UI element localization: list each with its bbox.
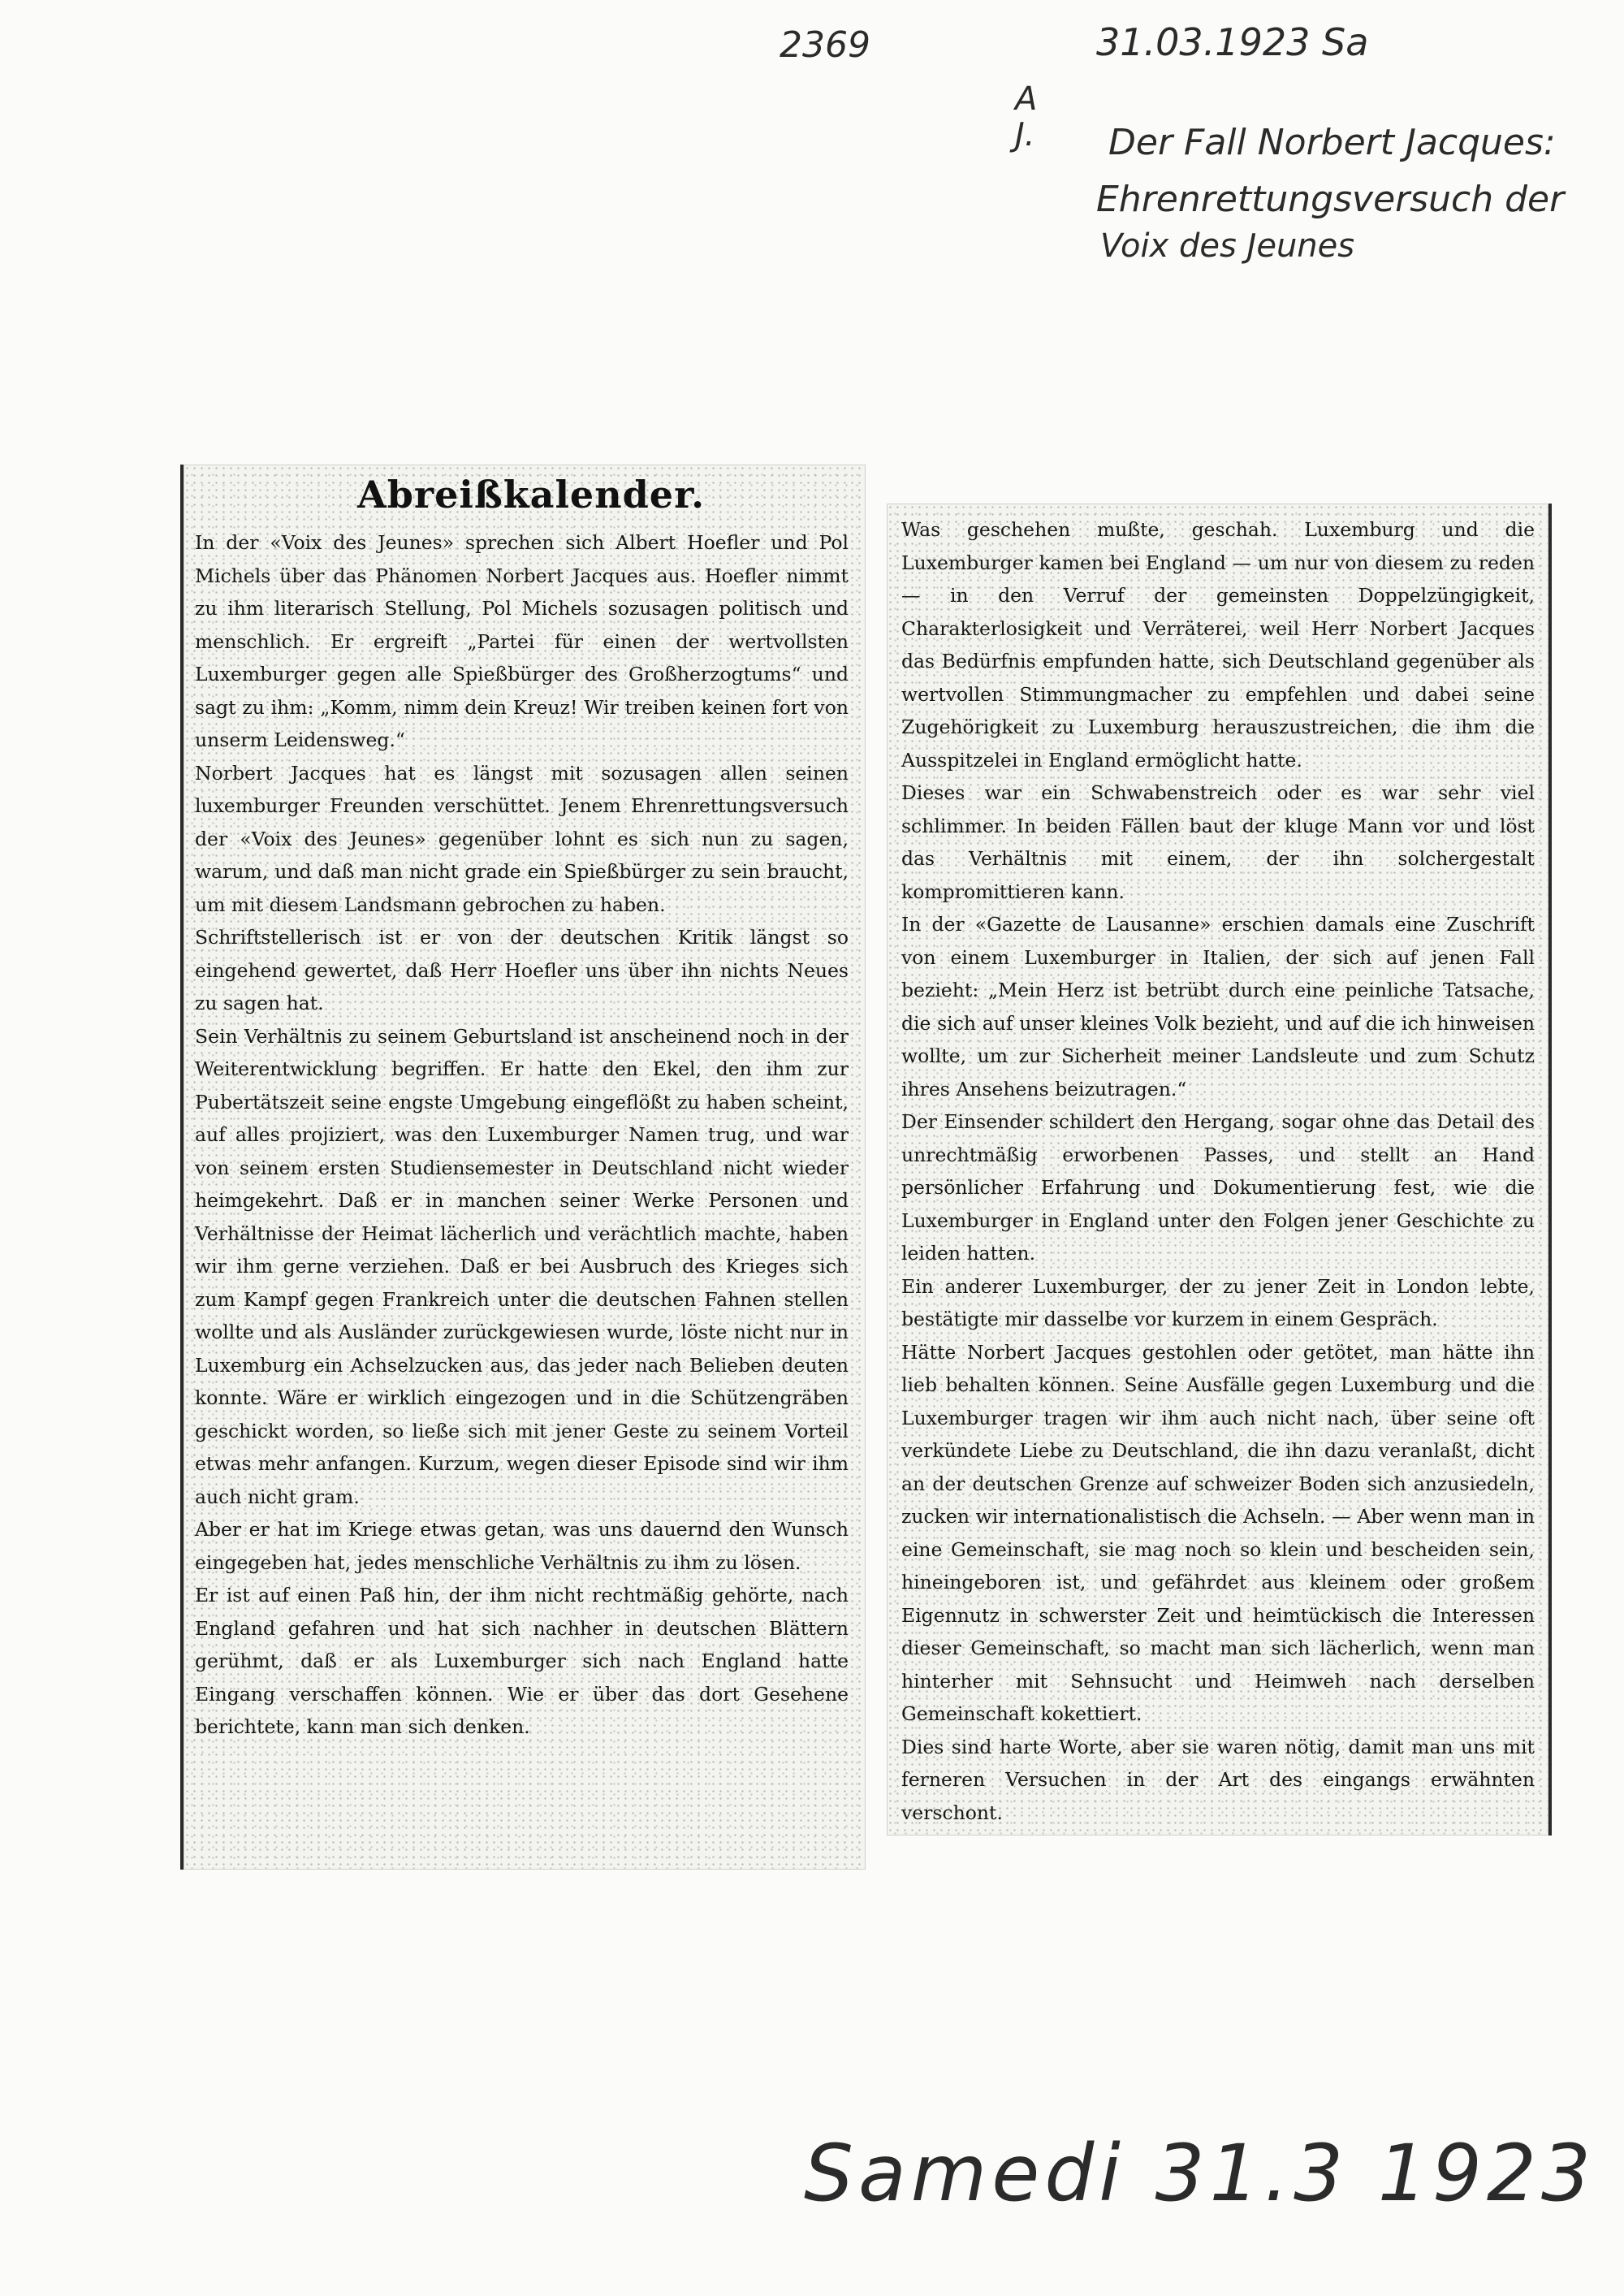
handwritten-note-line-2: Ehrenrettungsversuch der bbox=[1096, 179, 1565, 220]
handwritten-note-line-1: Der Fall Norbert Jacques: bbox=[1108, 122, 1556, 163]
article-column-right: Was geschehen mußte, geschah. Luxemburg und die Luxemburger kamen bei England — um nur von diesem zu reden — in den Verruf der gemeinsten Doppelzüngigkeit, Charakterlosigkeit und Verräterei, weil Herr Norbert Jacques das Bedürfnis empfunden hatte, sich Deutschland gegenüber als wertvollen Stimmungmacher zu empfehlen und dabei seine Zugehörigkeit zu Luxemburg herauszustreichen, die ihm die Ausspitzelei in England ermöglicht hatte. Dieses war ein Schwabenstreich oder es war sehr viel schlimmer. In beiden Fällen baut der kluge Mann vor und löst das Verhältnis mit einem, der ihn solchergestalt kompromittieren kann. In der «Gazette de Lausanne» erschien damals eine Zuschrift von einem Luxemburger in Italien, der sich auf jenen Fall bezieht: „Mein Herz ist betrübt durch eine peinliche Tatsache, die sich auf unser kleines Volk bezieht, und auf die ich hinweisen wollte, um zur Sicherheit meiner Landsleute und zum Schutz ihres Ansehens beizutragen.“ Der Einsender schildert den Hergang, sogar ohne das Detail des unrechtmäßig erworbenen Passes, und stellt an Hand persönlicher Erfahrung und Dokumentierung fest, wie die Luxemburger in England unter den Folgen jener Geschichte zu leiden hatten. Ein anderer Luxemburger, der zu jener Zeit in London lebte, bestätigte mir dasselbe vor kurzem in einem Gespräch. Hätte Norbert Jacques gestohlen oder getötet, man hätte ihn lieb behalten können. Seine Ausfälle gegen Luxemburg und die Luxemburger tragen wir ihm auch nicht nach, über seine oft verkündete Liebe zu Deutschland, die ihn dazu veranlaßt, dicht an der deutschen Grenze auf schweizer Boden sich anzusiedeln, zucken wir internationalistisch die Achseln. — Aber wenn man in eine Gemeinschaft, sie mag noch so klein und bescheiden sein, hineingeboren ist, und gefährdet aus kleinem oder großem Eigennutz in schwerster Zeit und heimtückisch die Interessen dieser Gemeinschaft, so macht man sich lächerlich, wenn man hinterher mit Sehnsucht und Heimweh nach derselben Gemeinschaft kokettiert. Dies sind harte Worte, aber sie waren nötig, damit man uns mit ferneren Versuchen in der Art des eingangs erwähnten verschont. bbox=[901, 518, 1535, 1824]
article-column-left: In der «Voix des Jeunes» sprechen sich Albert Hoefler und Pol Michels über das Phänomen Norbert Jacques aus. Hoefler nimmt zu ihm literarisch Stellung, Pol Michels sozusagen politisch und menschlich. Er ergreift „Partei für einen der wertvollsten Luxemburger gegen alle Spießbürger des Großherzogtums“ und sagt zu ihm: „Komm, nimm dein Kreuz! Wir treiben keinen fort von unserm Leidensweg.“ Norbert Jacques hat es längst mit sozusagen allen seinen luxemburger Freunden verschüttet. Jenem Ehrenrettungsversuch der «Voix des Jeunes» gegenüber lohnt es sich nun zu sagen, warum, und daß man nicht grade ein Spießbürger zu sein braucht, um mit diesem Landsmann gebrochen zu haben. Schriftstellerisch ist er von der deutschen Kritik längst so eingehend gewertet, daß Herr Hoefler uns über ihn nichts Neues zu sagen hat. Sein Verhältnis zu seinem Geburtsland ist anscheinend noch in der Weiterentwicklung begriffen. Er hatte den Ekel, den ihm zur Pubertätszeit seine engste Umgebung eingeflößt zu haben scheint, auf alles projiziert, was den Luxemburger Namen trug, und war von seinem ersten Studiensemester in Deutschland nicht wieder heimgekehrt. Daß er in manchen seiner Werke Personen und Verhältnisse der Heimat lächerlich und verächtlich machte, haben wir ihm gerne verziehen. Daß er bei Ausbruch des Krieges sich zum Kampf gegen Frankreich unter die deutschen Fahnen stellen wollte und als Ausländer zurückgewiesen wurde, löste nicht nur in Luxemburg ein Achselzucken aus, das jeder nach Belieben deuten konnte. Wäre er wirklich eingezogen und in die Schützengräben geschickt worden, so ließe sich mit jener Geste zu seinem Vorteil etwas mehr anfangen. Kurzum, wegen dieser Episode sind wir ihm auch nicht gram. Aber er hat im Kriege etwas getan, was uns dauernd den Wunsch eingegeben hat, jedes menschliche Verhältnis zu ihm zu lösen. Er ist auf einen Paß hin, der ihm nicht rechtmäßig gehörte, nach England gefahren und hat sich nachher in deutschen Blättern gerühmt, daß er als Luxemburger sich nach England hatte Eingang verschaffen können. Wie er über das dort Gesehene berichtete, kann man sich denken. bbox=[195, 531, 849, 1738]
handwritten-note-line-3: Voix des Jeunes bbox=[1100, 227, 1355, 265]
reference-mark: A J. bbox=[1015, 80, 1038, 153]
handwritten-date: 31.03.1923 Sa bbox=[1096, 20, 1369, 64]
archive-number: 2369 bbox=[780, 24, 870, 66]
article-title: Abreißkalender. bbox=[357, 473, 706, 517]
handwritten-footer-date: Samedi 31.3 1923 bbox=[804, 2128, 1596, 2219]
